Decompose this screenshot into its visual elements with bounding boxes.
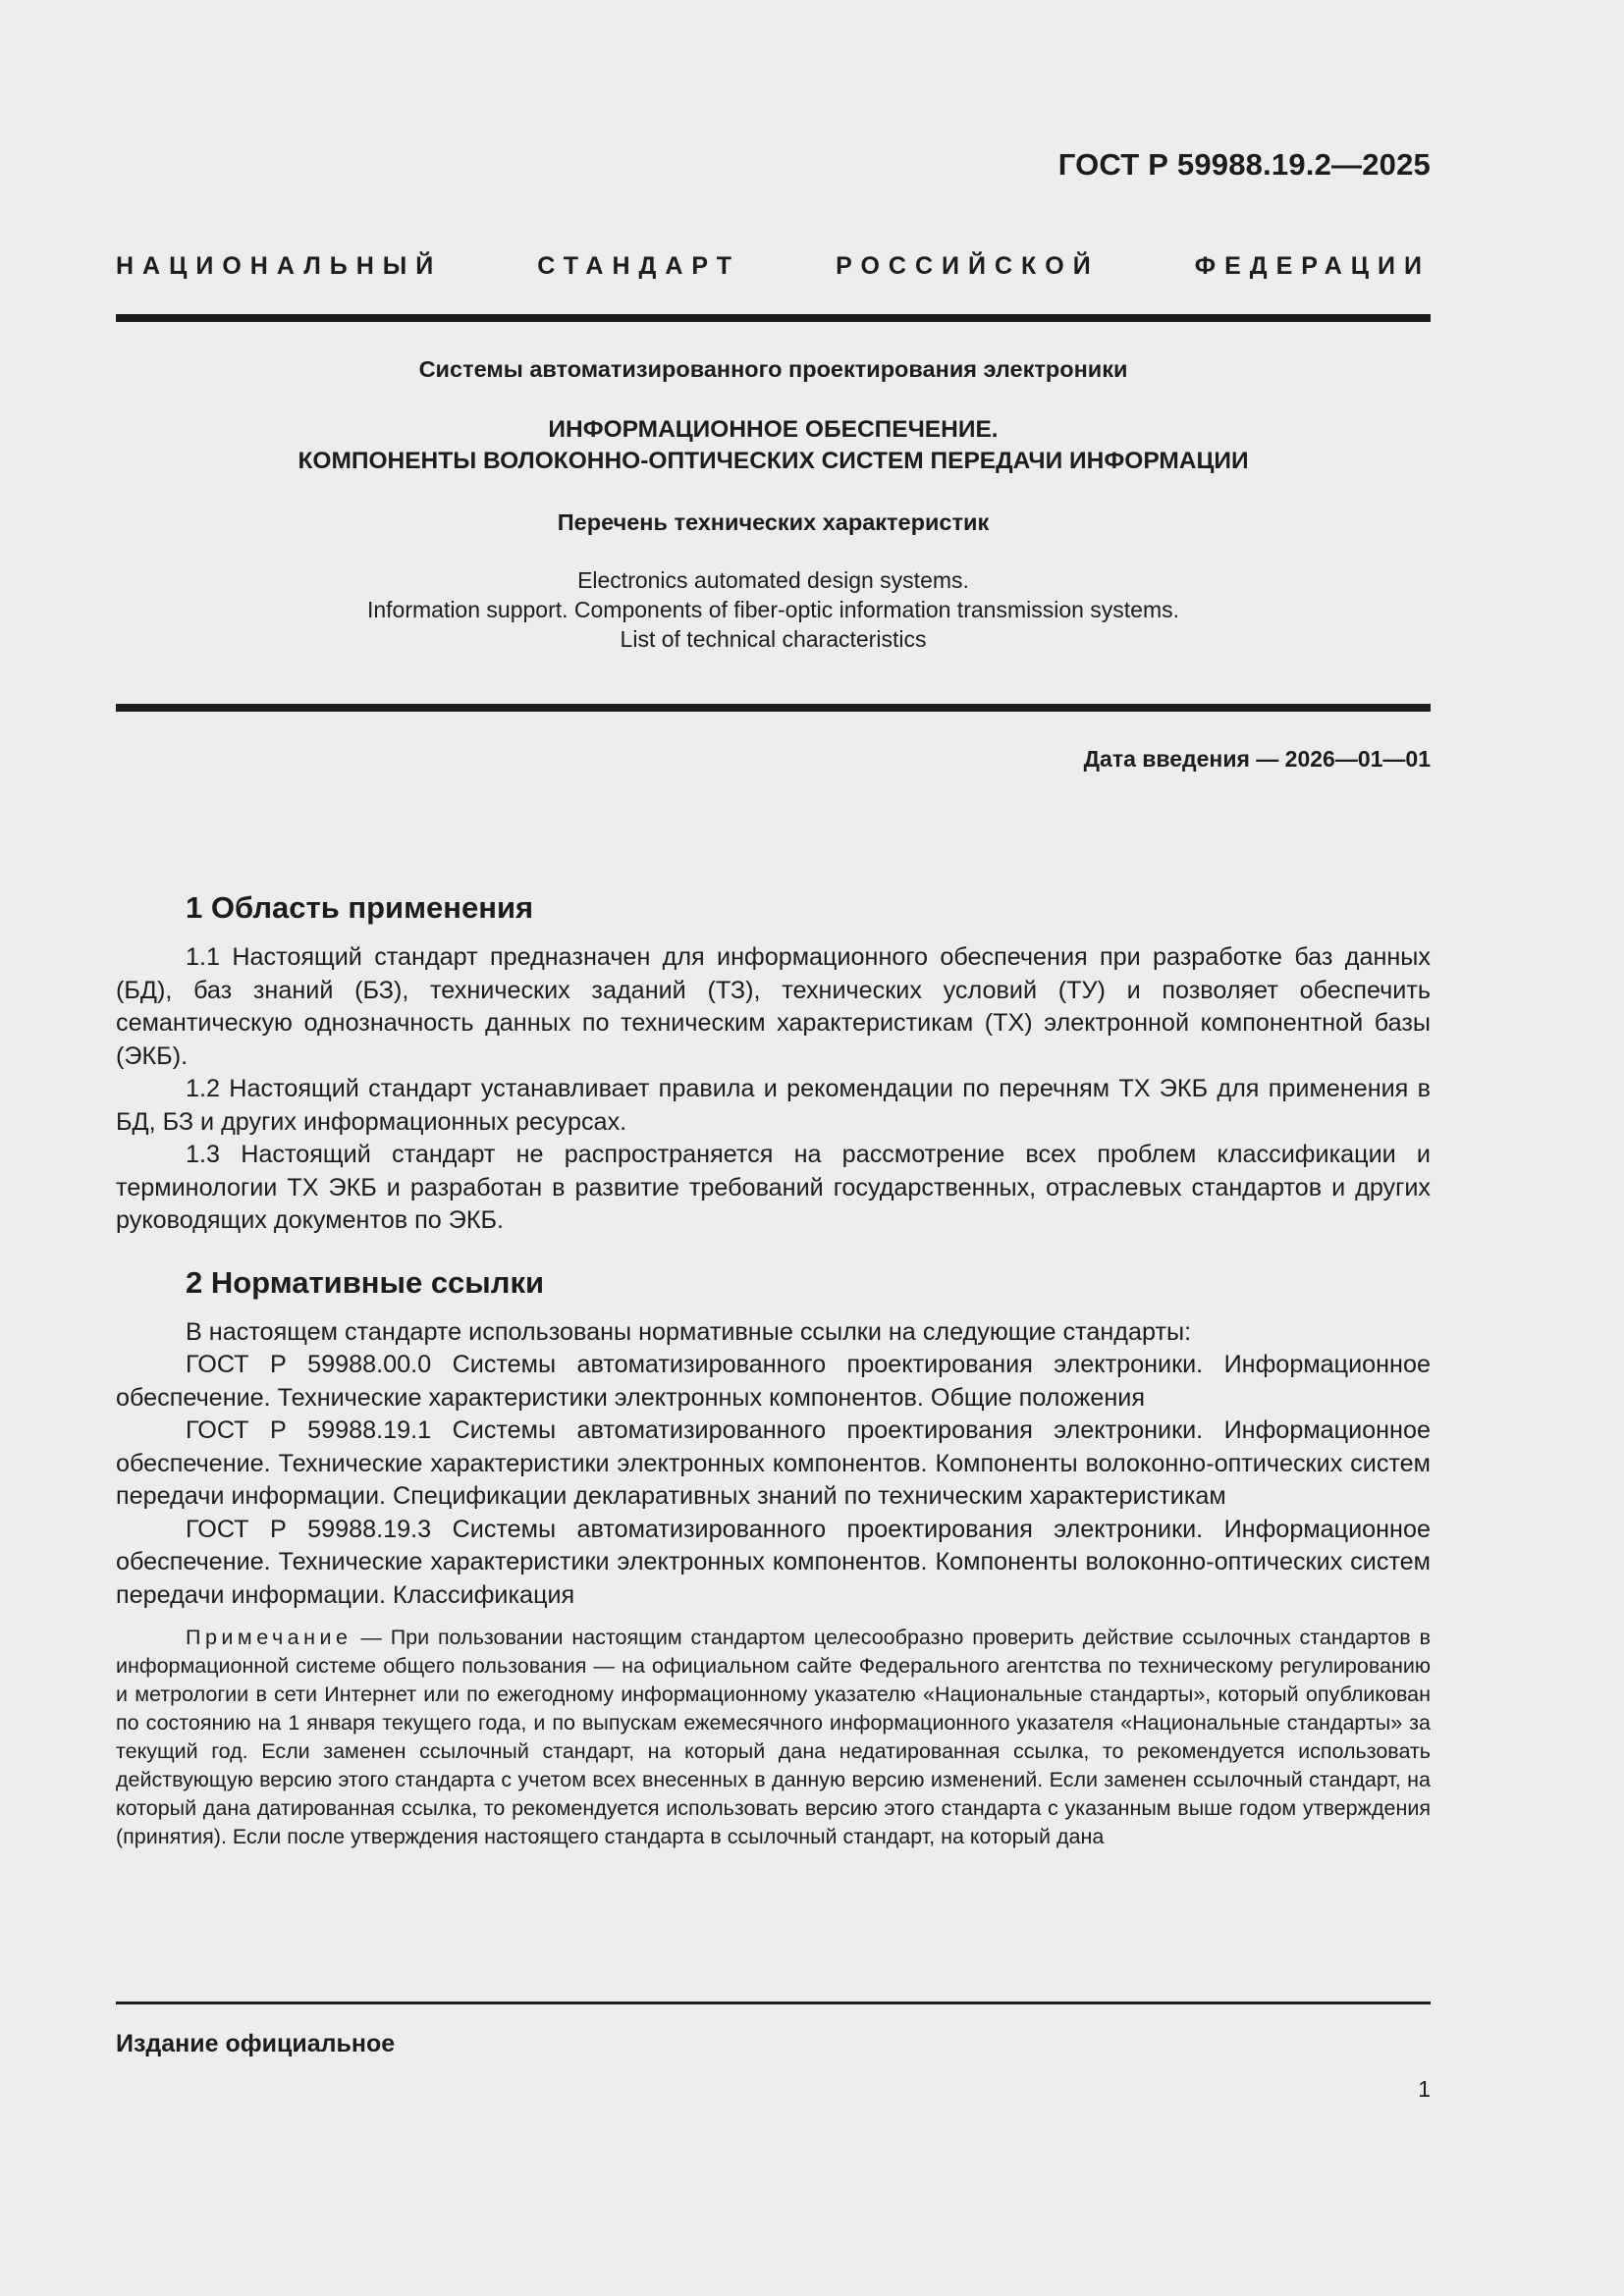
document-page: [116, 0, 1431, 2296]
title-en-line2: Information support. Components of fiber-optic information transmission systems.: [366, 597, 1180, 622]
official-edition-label: Издание официальное: [116, 2030, 396, 2057]
reference-item: ГОСТ Р 59988.19.3 Системы автоматизированного проектирования электроники. Информационное обеспечение. Технические характеристики электронных компонентов. Компоненты волоконно-оптических систем передачи информации. Классификация: [116, 1515, 1431, 1609]
note-paragraph: [116, 1624, 1431, 1851]
title-main: [116, 414, 1431, 477]
gost-number: ГОСТ Р 59988.19.2—2025: [1057, 147, 1431, 182]
section-1-paragraph-3: 1.3 Настоящий стандарт не распространяется на рассмотрение всех проблем классификации и терминологии ТХ ЭКБ и разработан в развитие требований государственных, отраслевых стандартов и других руководящих документов по ЭКБ.: [116, 1141, 1431, 1234]
title-en-line1: Electronics automated design systems.: [577, 567, 969, 593]
title-bottom-divider: [116, 704, 1431, 712]
title-block: [116, 353, 1431, 654]
national-standard-heading: НАЦИОНАЛЬНЫЙ СТАНДАРТ РОССИЙСКОЙ ФЕДЕРАЦИИ: [116, 252, 1431, 280]
section-2-heading: 2 Нормативные ссылки: [186, 1264, 545, 1300]
title-series: Системы автоматизированного проектирования электроники: [418, 356, 1128, 382]
note-text: При пользовании настоящим стандартом целесообразно проверить действие ссылочных стандартов в информационной системе общего пользования — на официальном сайте Федерального агентства по техническому регулированию и метрологии в сети Интернет или по ежегодному информационному указателю «Национальные стандарты», который опубликован по состоянию на 1 января текущего года, и по выпускам ежемесячного информационного указателя «Национальные стандарты» за текущий год. Если заменен ссылочный стандарт, на который дана недатированная ссылка, то рекомендуется использовать действующую версию этого стандарта с учетом всех внесенных в данную версию изменений. Если заменен ссылочный стандарт, на который дана датированная ссылка, то рекомендуется использовать версию этого стандарта с указанным выше годом утверждения (принятия). Если после утверждения настоящего стандарта в ссылочный стандарт, на который дана: [116, 1626, 1431, 1848]
reference-item: ГОСТ Р 59988.19.1 Системы автоматизированного проектирования электроники. Информационное обеспечение. Технические характеристики электронных компонентов. Компоненты волоконно-оптических систем передачи информации. Спецификации декларативных знаний по техническим характеристикам: [116, 1416, 1431, 1510]
note-dash: —: [352, 1626, 391, 1649]
title-main-line1: ИНФОРМАЦИОННОЕ ОБЕСПЕЧЕНИЕ.: [548, 416, 999, 443]
intro-date: Дата введения — 2026—01—01: [1083, 746, 1431, 772]
title-english: [116, 565, 1431, 654]
section-2-intro: В настоящем стандарте использованы нормативные ссылки на следующие стандарты:: [186, 1317, 1192, 1346]
section-1-paragraph-1: 1.1 Настоящий стандарт предназначен для информационного обеспечения при разработке баз данных (БД), баз знаний (БЗ), технических заданий (ТЗ), технических условий (ТУ) и позволяет обеспечить семантическую однозначность данных по техническим характеристикам (ТХ) электронной компонентной базы (ЭКБ).: [116, 943, 1431, 1070]
section-1-paragraph-2: 1.2 Настоящий стандарт устанавливает правила и рекомендации по перечням ТХ ЭКБ для применения в БД, БЗ и других информационных ресурсах.: [116, 1075, 1431, 1136]
top-divider: [116, 314, 1431, 322]
title-en-line3: List of technical characteristics: [620, 626, 927, 652]
title-subtitle: Перечень технических характеристик: [557, 509, 990, 535]
footer-divider: [116, 2002, 1431, 2004]
title-main-line2: КОМПОНЕНТЫ ВОЛОКОННО-ОПТИЧЕСКИХ СИСТЕМ ПЕРЕДАЧИ ИНФОРМАЦИИ: [298, 448, 1249, 474]
section-1-heading: 1 Область применения: [186, 890, 534, 925]
note-label: Примечание: [186, 1626, 352, 1649]
page-number: 1: [1418, 2076, 1431, 2102]
reference-item: ГОСТ Р 59988.00.0 Системы автоматизированного проектирования электроники. Информационное обеспечение. Технические характеристики электронных компонентов. Общие положения: [116, 1351, 1431, 1412]
document-body: [116, 888, 1431, 1873]
